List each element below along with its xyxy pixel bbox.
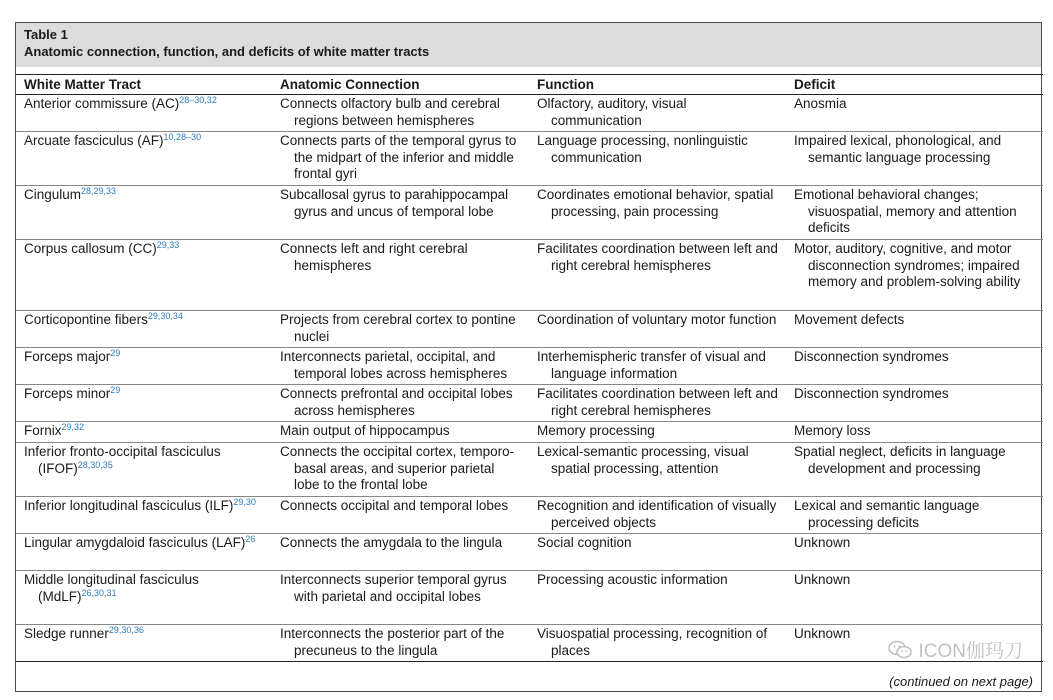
cell-deficit-text: Lexical and semantic language processing deficits [794,498,980,530]
cell-function-text: Memory processing [537,423,655,438]
cell-function-text: Coordinates emotional behavior, spatial processing, pain processing [537,187,774,219]
reference-citation[interactable]: 26,30,31 [81,587,117,598]
cell-deficit [786,311,1043,348]
cell-deficit-text: Memory loss [794,423,871,438]
cell-tract [16,534,272,571]
cell-function [529,240,786,311]
table-row [16,240,1043,311]
reference-citation[interactable]: 29,30 [233,497,256,507]
reference-citation[interactable]: 29,33 [156,240,180,250]
table-row [16,497,1043,534]
cell-function [529,571,786,625]
cell-function-text: Olfactory, auditory, visual communication [537,96,687,128]
cell-function-text: Facilitates coordination between left and right cerebral hemispheres [537,241,778,273]
cell-function-text: Interhemispheric transfer of visual and language information [537,349,766,381]
cell-connection-text: Connects olfactory bulb and cerebral regions between hemispheres [280,96,500,128]
cell-function [529,132,786,186]
cell-connection [272,497,529,534]
cell-connection [272,95,529,132]
reference-citation[interactable]: 26 [245,534,256,544]
table-row [16,186,1043,240]
reference-citation[interactable]: 29,30,34 [147,311,183,321]
cell-connection-text: Connects the occipital cortex, temporo-basal areas, and superior parietal lobe to the frontal lobe [280,444,515,492]
cell-function [529,625,786,662]
tract-name: Fornix [24,423,62,438]
cell-function [529,443,786,497]
table-row [16,348,1043,385]
table-row [16,95,1043,132]
tract-name: Lingular amygdaloid fasciculus (LAF) [24,535,246,550]
cell-connection [272,534,529,571]
table-label: Table 1 [24,27,68,42]
cell-deficit [786,571,1043,625]
reference-citation[interactable]: 29,30,36 [108,625,144,635]
cell-deficit-text: Anosmia [794,96,847,111]
cell-connection-text: Main output of hippocampus [280,423,450,438]
cell-connection-text: Interconnects superior temporal gyrus with parietal and occipital lobes [280,572,507,604]
cell-function [529,348,786,385]
reference-citation[interactable]: 29 [110,348,121,358]
cell-function-text: Facilitates coordination between left and right cerebral hemispheres [537,386,778,418]
cell-connection-text: Projects from cerebral cortex to pontine nuclei [280,312,516,344]
reference-citation[interactable]: 28–30,32 [179,95,217,105]
cell-function-text: Visuospatial processing, recognition of places [537,626,768,658]
watermark [888,636,1023,663]
cell-function [529,422,786,443]
cell-deficit [786,348,1043,385]
cell-deficit [786,240,1043,311]
cell-deficit-text: Motor, auditory, cognitive, and motor disconnection syndromes; impaired memory and problem-solving ability [794,241,1021,289]
cell-deficit [786,422,1043,443]
table-row [16,311,1043,348]
cell-tract [16,497,272,534]
white-matter-table [16,74,1043,662]
table-row [16,443,1043,497]
cell-function [529,534,786,571]
cell-deficit-text: Spatial neglect, deficits in language development and processing [794,444,1006,476]
cell-connection [272,385,529,422]
tract-name: Corticopontine fibers [24,312,148,327]
cell-deficit [786,132,1043,186]
tract-name: Arcuate fasciculus (AF) [24,133,164,148]
wechat-icon [888,640,912,660]
cell-tract [16,95,272,132]
cell-tract [16,348,272,385]
cell-deficit-text: Disconnection syndromes [794,349,949,364]
cell-deficit-text: Unknown [794,626,851,641]
table-row [16,422,1043,443]
cell-function [529,311,786,348]
cell-connection-text: Subcallosal gyrus to parahippocampal gyrus and uncus of temporal lobe [280,187,509,219]
table-body [16,95,1043,662]
table-row [16,571,1043,625]
cell-connection-text: Connects left and right cerebral hemispheres [280,241,468,273]
cell-function [529,186,786,240]
cell-function-text: Processing acoustic information [537,572,728,587]
cell-tract [16,571,272,625]
cell-function [529,385,786,422]
cell-tract [16,625,272,662]
cell-function [529,497,786,534]
cell-connection [272,132,529,186]
cell-function [529,95,786,132]
cell-connection-text: Connects the amygdala to the lingula [280,535,503,550]
table-row [16,534,1043,571]
cell-tract [16,186,272,240]
cell-deficit [786,385,1043,422]
cell-tract [16,385,272,422]
cell-deficit [786,186,1043,240]
cell-connection [272,625,529,662]
watermark-text: ICON伽玛刀 [918,641,1023,662]
table-header-row [16,75,1043,95]
cell-connection-text: Connects prefrontal and occipital lobes across hemispheres [280,386,513,418]
column-header-connection: Anatomic Connection [272,75,529,95]
tract-name: Middle longitudinal fasciculus (MdLF) [24,572,199,604]
tract-name: Anterior commissure (AC) [24,96,180,111]
tract-name: Inferior fronto-occipital fasciculus (IFOF) [24,444,221,476]
cell-connection [272,240,529,311]
reference-citation[interactable]: 29 [110,385,121,395]
continued-note: (continued on next page) [889,674,1033,689]
column-header-function: Function [529,75,786,95]
table-row [16,132,1043,186]
table-row [16,385,1043,422]
table-container [15,22,1042,692]
reference-citation[interactable]: 28,29,33 [81,186,117,196]
cell-deficit-text: Movement defects [794,312,905,327]
cell-deficit-text: Impaired lexical, phonological, and semantic language processing [794,133,1002,165]
cell-deficit [786,443,1043,497]
cell-tract [16,311,272,348]
table-caption [16,23,1041,67]
cell-connection-text: Interconnects the posterior part of the precuneus to the lingula [280,626,505,658]
tract-name: Corpus callosum (CC) [24,241,157,256]
cell-connection-text: Interconnects parietal, occipital, and temporal lobes across hemispheres [280,349,508,381]
reference-citation[interactable]: 10,28–30 [163,132,202,142]
cell-deficit-text: Disconnection syndromes [794,386,949,401]
cell-tract [16,132,272,186]
cell-deficit-text: Unknown [794,535,851,550]
cell-function-text: Language processing, nonlinguistic communication [537,133,748,165]
tract-name: Sledge runner [24,626,109,641]
cell-connection [272,571,529,625]
cell-connection-text: Connects parts of the temporal gyrus to the midpart of the inferior and middle frontal gyri [280,133,517,181]
cell-function-text: Lexical-semantic processing, visual spatial processing, attention [537,444,749,476]
cell-deficit [786,497,1043,534]
cell-function-text: Social cognition [537,535,632,550]
cell-deficit [786,534,1043,571]
column-header-tract: White Matter Tract [16,75,272,95]
table-title: Anatomic connection, function, and deficits of white matter tracts [24,44,430,59]
column-header-deficit: Deficit [786,75,1043,95]
cell-connection [272,422,529,443]
reference-citation[interactable]: 29,32 [61,422,85,432]
tract-name: Cingulum [24,187,82,202]
cell-function-text: Coordination of voluntary motor function [537,312,777,327]
cell-connection [272,311,529,348]
tract-name: Forceps major [24,349,111,364]
cell-deficit-text: Unknown [794,572,851,587]
cell-connection [272,186,529,240]
reference-citation[interactable]: 28,30,35 [77,459,113,470]
cell-deficit [786,95,1043,132]
cell-connection [272,348,529,385]
cell-deficit-text: Emotional behavioral changes; visuospatial, memory and attention deficits [794,187,1017,235]
tract-name: Inferior longitudinal fasciculus (ILF) [24,498,234,513]
cell-tract [16,422,272,443]
cell-tract [16,443,272,497]
cell-connection [272,443,529,497]
cell-function-text: Recognition and identification of visually perceived objects [537,498,777,530]
tract-name: Forceps minor [24,386,111,401]
cell-tract [16,240,272,311]
cell-connection-text: Connects occipital and temporal lobes [280,498,509,513]
